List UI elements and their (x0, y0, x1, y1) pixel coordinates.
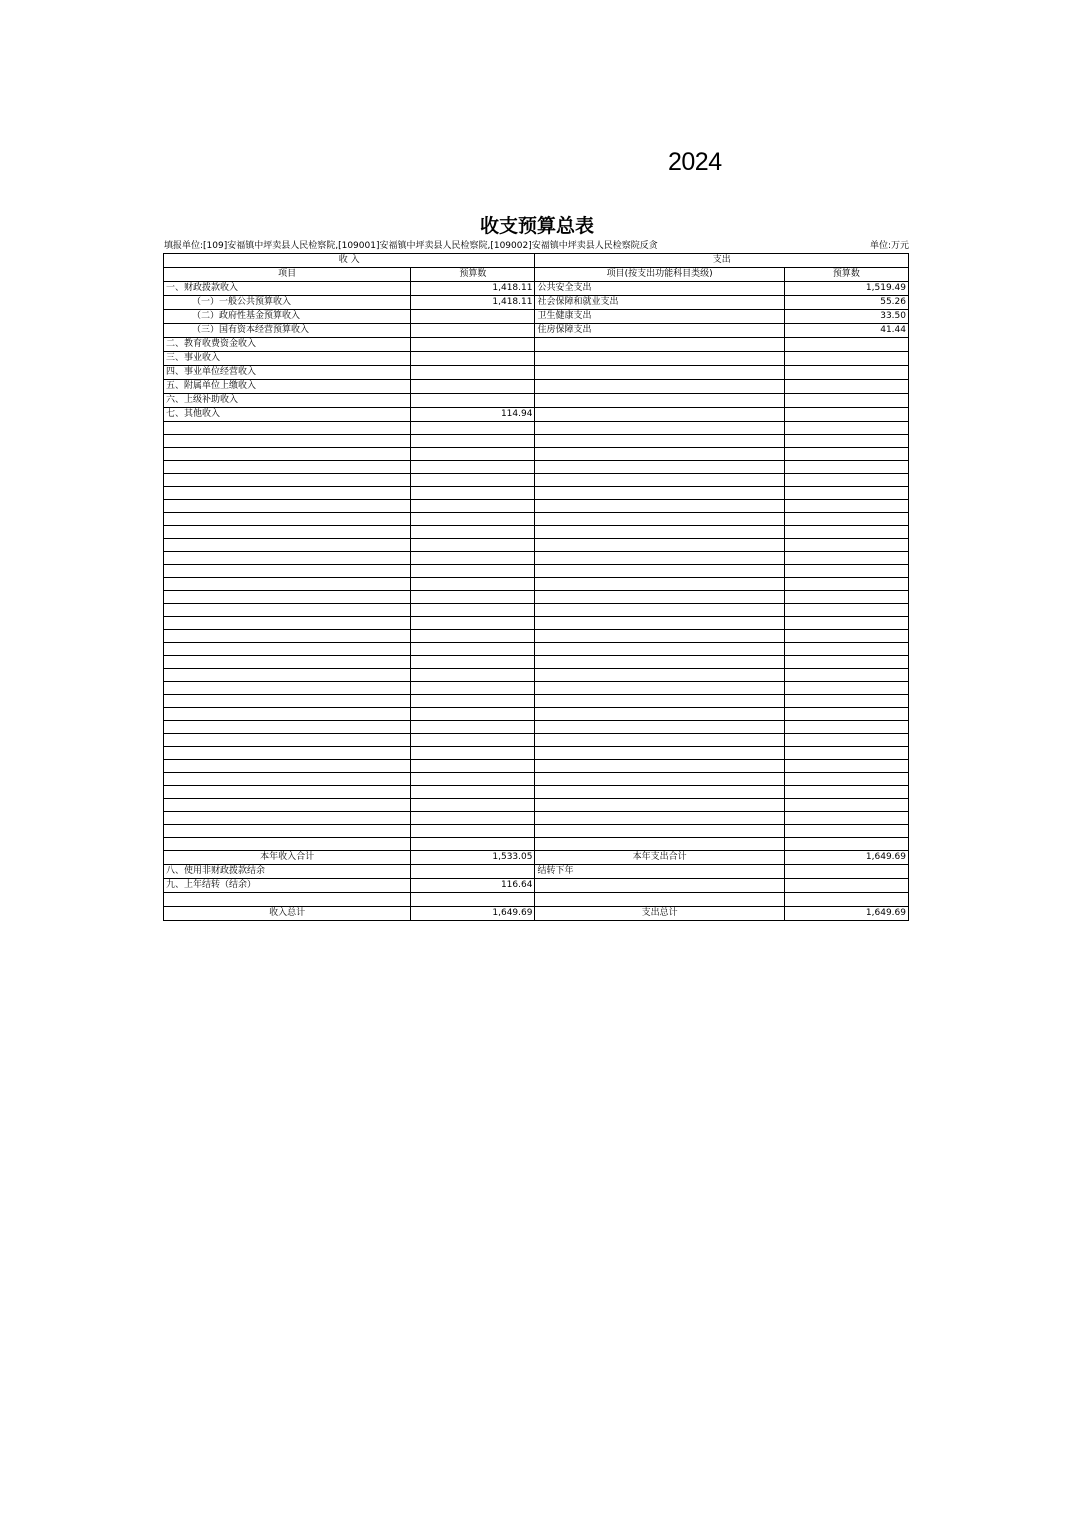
budget-summary-table (163, 253, 909, 921)
empty-cell (411, 825, 535, 838)
prior-year-row (164, 879, 909, 893)
empty-cell (411, 578, 535, 591)
empty-cell (784, 734, 908, 747)
empty-cell (535, 630, 784, 643)
blank-row (164, 565, 909, 578)
income-total-value: 1,649.69 (411, 907, 535, 921)
empty-cell (784, 773, 908, 786)
blank-row (164, 734, 909, 747)
income-item-value (411, 380, 535, 394)
blank-row (164, 552, 909, 565)
empty-cell (535, 893, 784, 907)
empty-cell (535, 760, 784, 773)
empty-cell (784, 825, 908, 838)
page-title-text: 收支预算总表 (479, 215, 594, 237)
empty-cell (535, 422, 784, 435)
table-row (164, 338, 909, 352)
empty-cell (164, 669, 411, 682)
expenditure-item-value: 33.50 (784, 310, 908, 324)
income-header: 收 入 (164, 254, 535, 268)
empty-cell (411, 552, 535, 565)
filler-unit-text: 填报单位:[109]安福镇中坪卖县人民检察院,[109001]安福镇中坪卖县人民检察院,[109002]安福镇中坪卖县人民检察院反贪 (164, 241, 658, 251)
year-total-row (164, 851, 909, 865)
empty-cell (535, 786, 784, 799)
non-fiscal-balance-label: 八、使用非财政拨款结余 (164, 865, 411, 879)
empty-cell (784, 578, 908, 591)
empty-cell (784, 799, 908, 812)
empty-cell (411, 656, 535, 669)
empty-cell (535, 643, 784, 656)
empty-cell (411, 630, 535, 643)
empty-cell (535, 474, 784, 487)
exp-total-label: 支出总计 (535, 907, 784, 921)
empty-cell (164, 643, 411, 656)
expenditure-item-value: 41.44 (784, 324, 908, 338)
blank-row (164, 422, 909, 435)
empty-cell (411, 539, 535, 552)
empty-cell (411, 669, 535, 682)
empty-cell (784, 630, 908, 643)
page-title (0, 211, 1074, 238)
empty-cell (784, 604, 908, 617)
empty-cell (164, 500, 411, 513)
empty-cell (784, 838, 908, 851)
income-item-label: （一）一般公共预算收入 (164, 296, 411, 310)
empty-cell (164, 435, 411, 448)
empty-cell (784, 539, 908, 552)
empty-cell (535, 578, 784, 591)
year-exp-label: 本年支出合计 (535, 851, 784, 865)
blank-row (164, 721, 909, 734)
empty-cell (411, 604, 535, 617)
empty-cell (164, 734, 411, 747)
header-row-1 (164, 254, 909, 268)
empty-cell (411, 617, 535, 630)
empty-cell (411, 721, 535, 734)
empty-cell (411, 513, 535, 526)
table-row (164, 324, 909, 338)
empty-cell (164, 604, 411, 617)
income-item-label: 六、上级补助收入 (164, 394, 411, 408)
empty-cell (164, 630, 411, 643)
empty-cell (411, 682, 535, 695)
expenditure-item-label (535, 366, 784, 380)
empty-cell (784, 448, 908, 461)
empty-cell (535, 838, 784, 851)
blank-row (164, 643, 909, 656)
blank-row (164, 591, 909, 604)
blank-row (164, 760, 909, 773)
empty-cell (535, 461, 784, 474)
grand-total-row (164, 907, 909, 921)
empty-cell (784, 656, 908, 669)
blank-row (164, 604, 909, 617)
expenditure-item-value (784, 380, 908, 394)
empty-cell (535, 695, 784, 708)
empty-cell (164, 760, 411, 773)
blank-row (164, 708, 909, 721)
empty-cell (411, 786, 535, 799)
blank-row (164, 487, 909, 500)
empty-cell (784, 617, 908, 630)
income-item-value (411, 366, 535, 380)
empty-cell (411, 461, 535, 474)
table-row (164, 394, 909, 408)
expenditure-item-value: 1,519.49 (784, 282, 908, 296)
empty-cell (164, 539, 411, 552)
blank-row (164, 893, 909, 907)
empty-cell (411, 747, 535, 760)
empty-cell (411, 643, 535, 656)
empty-cell (535, 448, 784, 461)
empty-cell (535, 721, 784, 734)
blank-row (164, 812, 909, 825)
empty-cell (164, 695, 411, 708)
empty-cell (535, 591, 784, 604)
blank-row (164, 461, 909, 474)
empty-cell (164, 474, 411, 487)
expenditure-header: 支出 (535, 254, 909, 268)
blank-row (164, 539, 909, 552)
empty-cell (164, 825, 411, 838)
empty-cell (411, 773, 535, 786)
empty-cell (411, 893, 535, 907)
empty-cell (411, 422, 535, 435)
table-row (164, 408, 909, 422)
table-row (164, 366, 909, 380)
empty-cell (164, 422, 411, 435)
empty-cell (784, 695, 908, 708)
empty-cell (784, 487, 908, 500)
expenditure-item-label: 住房保障支出 (535, 324, 784, 338)
currency-unit-text: 单位:万元 (869, 241, 909, 251)
table-row (164, 310, 909, 324)
empty-cell (784, 552, 908, 565)
income-item-value (411, 394, 535, 408)
empty-cell (535, 604, 784, 617)
expenditure-item-label (535, 408, 784, 422)
empty-cell (164, 893, 411, 907)
expenditure-item-label (535, 380, 784, 394)
empty-cell (784, 435, 908, 448)
blank-row (164, 656, 909, 669)
empty-cell (164, 513, 411, 526)
blank-row (164, 435, 909, 448)
empty-cell (535, 513, 784, 526)
year-income-label: 本年收入合计 (164, 851, 411, 865)
empty-cell (784, 474, 908, 487)
empty-cell (164, 461, 411, 474)
unit-info-line (164, 240, 909, 252)
carry-forward-label: 结转下年 (535, 865, 784, 879)
non-fiscal-balance-value (411, 865, 535, 879)
empty-cell (535, 708, 784, 721)
empty-cell (164, 799, 411, 812)
empty-cell (535, 879, 784, 893)
blank-row (164, 578, 909, 591)
header-row-2 (164, 268, 909, 282)
empty-cell (164, 448, 411, 461)
empty-cell (411, 695, 535, 708)
empty-cell (411, 474, 535, 487)
empty-cell (784, 721, 908, 734)
expenditure-item-value (784, 366, 908, 380)
empty-cell (411, 435, 535, 448)
income-item-header: 项目 (164, 268, 411, 282)
income-item-value: 114.94 (411, 408, 535, 422)
empty-cell (784, 708, 908, 721)
empty-cell (535, 747, 784, 760)
empty-cell (411, 812, 535, 825)
empty-cell (784, 565, 908, 578)
empty-cell (164, 565, 411, 578)
empty-cell (411, 734, 535, 747)
expenditure-item-label: 卫生健康支出 (535, 310, 784, 324)
empty-cell (784, 422, 908, 435)
empty-cell (784, 591, 908, 604)
empty-cell (411, 565, 535, 578)
expenditure-item-label (535, 352, 784, 366)
income-total-label: 收入总计 (164, 907, 411, 921)
income-item-label: （二）政府性基金预算收入 (164, 310, 411, 324)
expenditure-item-label: 公共安全支出 (535, 282, 784, 296)
empty-cell (784, 682, 908, 695)
blank-row (164, 526, 909, 539)
empty-cell (164, 721, 411, 734)
empty-cell (164, 786, 411, 799)
year-income-value: 1,533.05 (411, 851, 535, 865)
empty-cell (535, 565, 784, 578)
empty-cell (164, 838, 411, 851)
empty-cell (164, 617, 411, 630)
non-fiscal-balance-row (164, 865, 909, 879)
expenditure-item-value (784, 352, 908, 366)
income-item-label: 三、事业收入 (164, 352, 411, 366)
empty-cell (535, 812, 784, 825)
blank-row (164, 682, 909, 695)
empty-cell (411, 838, 535, 851)
blank-row (164, 474, 909, 487)
expenditure-item-label: 社会保障和就业支出 (535, 296, 784, 310)
blank-row (164, 513, 909, 526)
table-body (164, 254, 909, 851)
income-budget-header: 预算数 (411, 268, 535, 282)
empty-cell (411, 760, 535, 773)
blank-row (164, 825, 909, 838)
empty-cell (164, 578, 411, 591)
empty-cell (784, 500, 908, 513)
expenditure-budget-header: 预算数 (784, 268, 908, 282)
blank-row (164, 500, 909, 513)
empty-cell (535, 539, 784, 552)
table-row (164, 352, 909, 366)
empty-cell (784, 526, 908, 539)
income-item-value: 1,418.11 (411, 296, 535, 310)
expenditure-item-value (784, 408, 908, 422)
empty-cell (411, 708, 535, 721)
empty-cell (535, 799, 784, 812)
empty-cell (411, 500, 535, 513)
blank-row (164, 838, 909, 851)
empty-cell (164, 487, 411, 500)
empty-cell (784, 812, 908, 825)
income-item-value (411, 338, 535, 352)
income-item-label: 二、教育收费资金收入 (164, 338, 411, 352)
empty-cell (535, 487, 784, 500)
expenditure-item-value: 55.26 (784, 296, 908, 310)
empty-cell (535, 500, 784, 513)
expenditure-item-value (784, 394, 908, 408)
empty-cell (164, 526, 411, 539)
empty-cell (535, 656, 784, 669)
table-row (164, 282, 909, 296)
carry-forward-value (784, 865, 908, 879)
empty-cell (784, 747, 908, 760)
empty-cell (784, 760, 908, 773)
empty-cell (535, 669, 784, 682)
empty-cell (164, 656, 411, 669)
table-row (164, 296, 909, 310)
income-item-value (411, 310, 535, 324)
empty-cell (164, 552, 411, 565)
empty-cell (411, 799, 535, 812)
income-item-value: 1,418.11 (411, 282, 535, 296)
empty-cell (535, 682, 784, 695)
empty-cell (164, 773, 411, 786)
blank-row (164, 747, 909, 760)
empty-cell (411, 526, 535, 539)
empty-cell (784, 513, 908, 526)
income-item-label: 四、事业单位经营收入 (164, 366, 411, 380)
blank-row (164, 695, 909, 708)
blank-row (164, 773, 909, 786)
empty-cell (164, 708, 411, 721)
year-exp-value: 1,649.69 (784, 851, 908, 865)
empty-cell (535, 617, 784, 630)
expenditure-item-value (784, 338, 908, 352)
empty-cell (784, 879, 908, 893)
empty-cell (535, 773, 784, 786)
table-row (164, 380, 909, 394)
empty-cell (411, 448, 535, 461)
income-item-label: 一、财政拨款收入 (164, 282, 411, 296)
exp-total-value: 1,649.69 (784, 907, 908, 921)
empty-cell (784, 669, 908, 682)
income-item-value (411, 352, 535, 366)
empty-cell (535, 825, 784, 838)
income-item-label: 七、其他收入 (164, 408, 411, 422)
table-totals (164, 851, 909, 921)
empty-cell (784, 461, 908, 474)
blank-row (164, 630, 909, 643)
income-item-label: 五、附属单位上缴收入 (164, 380, 411, 394)
blank-row (164, 786, 909, 799)
empty-cell (784, 893, 908, 907)
expenditure-item-header: 项目(按支出功能科目类级) (535, 268, 784, 282)
empty-cell (411, 487, 535, 500)
empty-cell (164, 812, 411, 825)
empty-cell (411, 591, 535, 604)
empty-cell (164, 682, 411, 695)
blank-row (164, 669, 909, 682)
report-year: 2024 (668, 148, 722, 176)
expenditure-item-label (535, 394, 784, 408)
empty-cell (535, 526, 784, 539)
income-item-value (411, 324, 535, 338)
expenditure-item-label (535, 338, 784, 352)
empty-cell (784, 643, 908, 656)
empty-cell (535, 435, 784, 448)
empty-cell (535, 734, 784, 747)
blank-row (164, 448, 909, 461)
empty-cell (164, 747, 411, 760)
blank-row (164, 799, 909, 812)
prior-year-value: 116.64 (411, 879, 535, 893)
income-item-label: （三）国有资本经营预算收入 (164, 324, 411, 338)
empty-cell (164, 591, 411, 604)
blank-row (164, 617, 909, 630)
empty-cell (535, 552, 784, 565)
empty-cell (784, 786, 908, 799)
prior-year-label: 九、上年结转（结余） (164, 879, 411, 893)
